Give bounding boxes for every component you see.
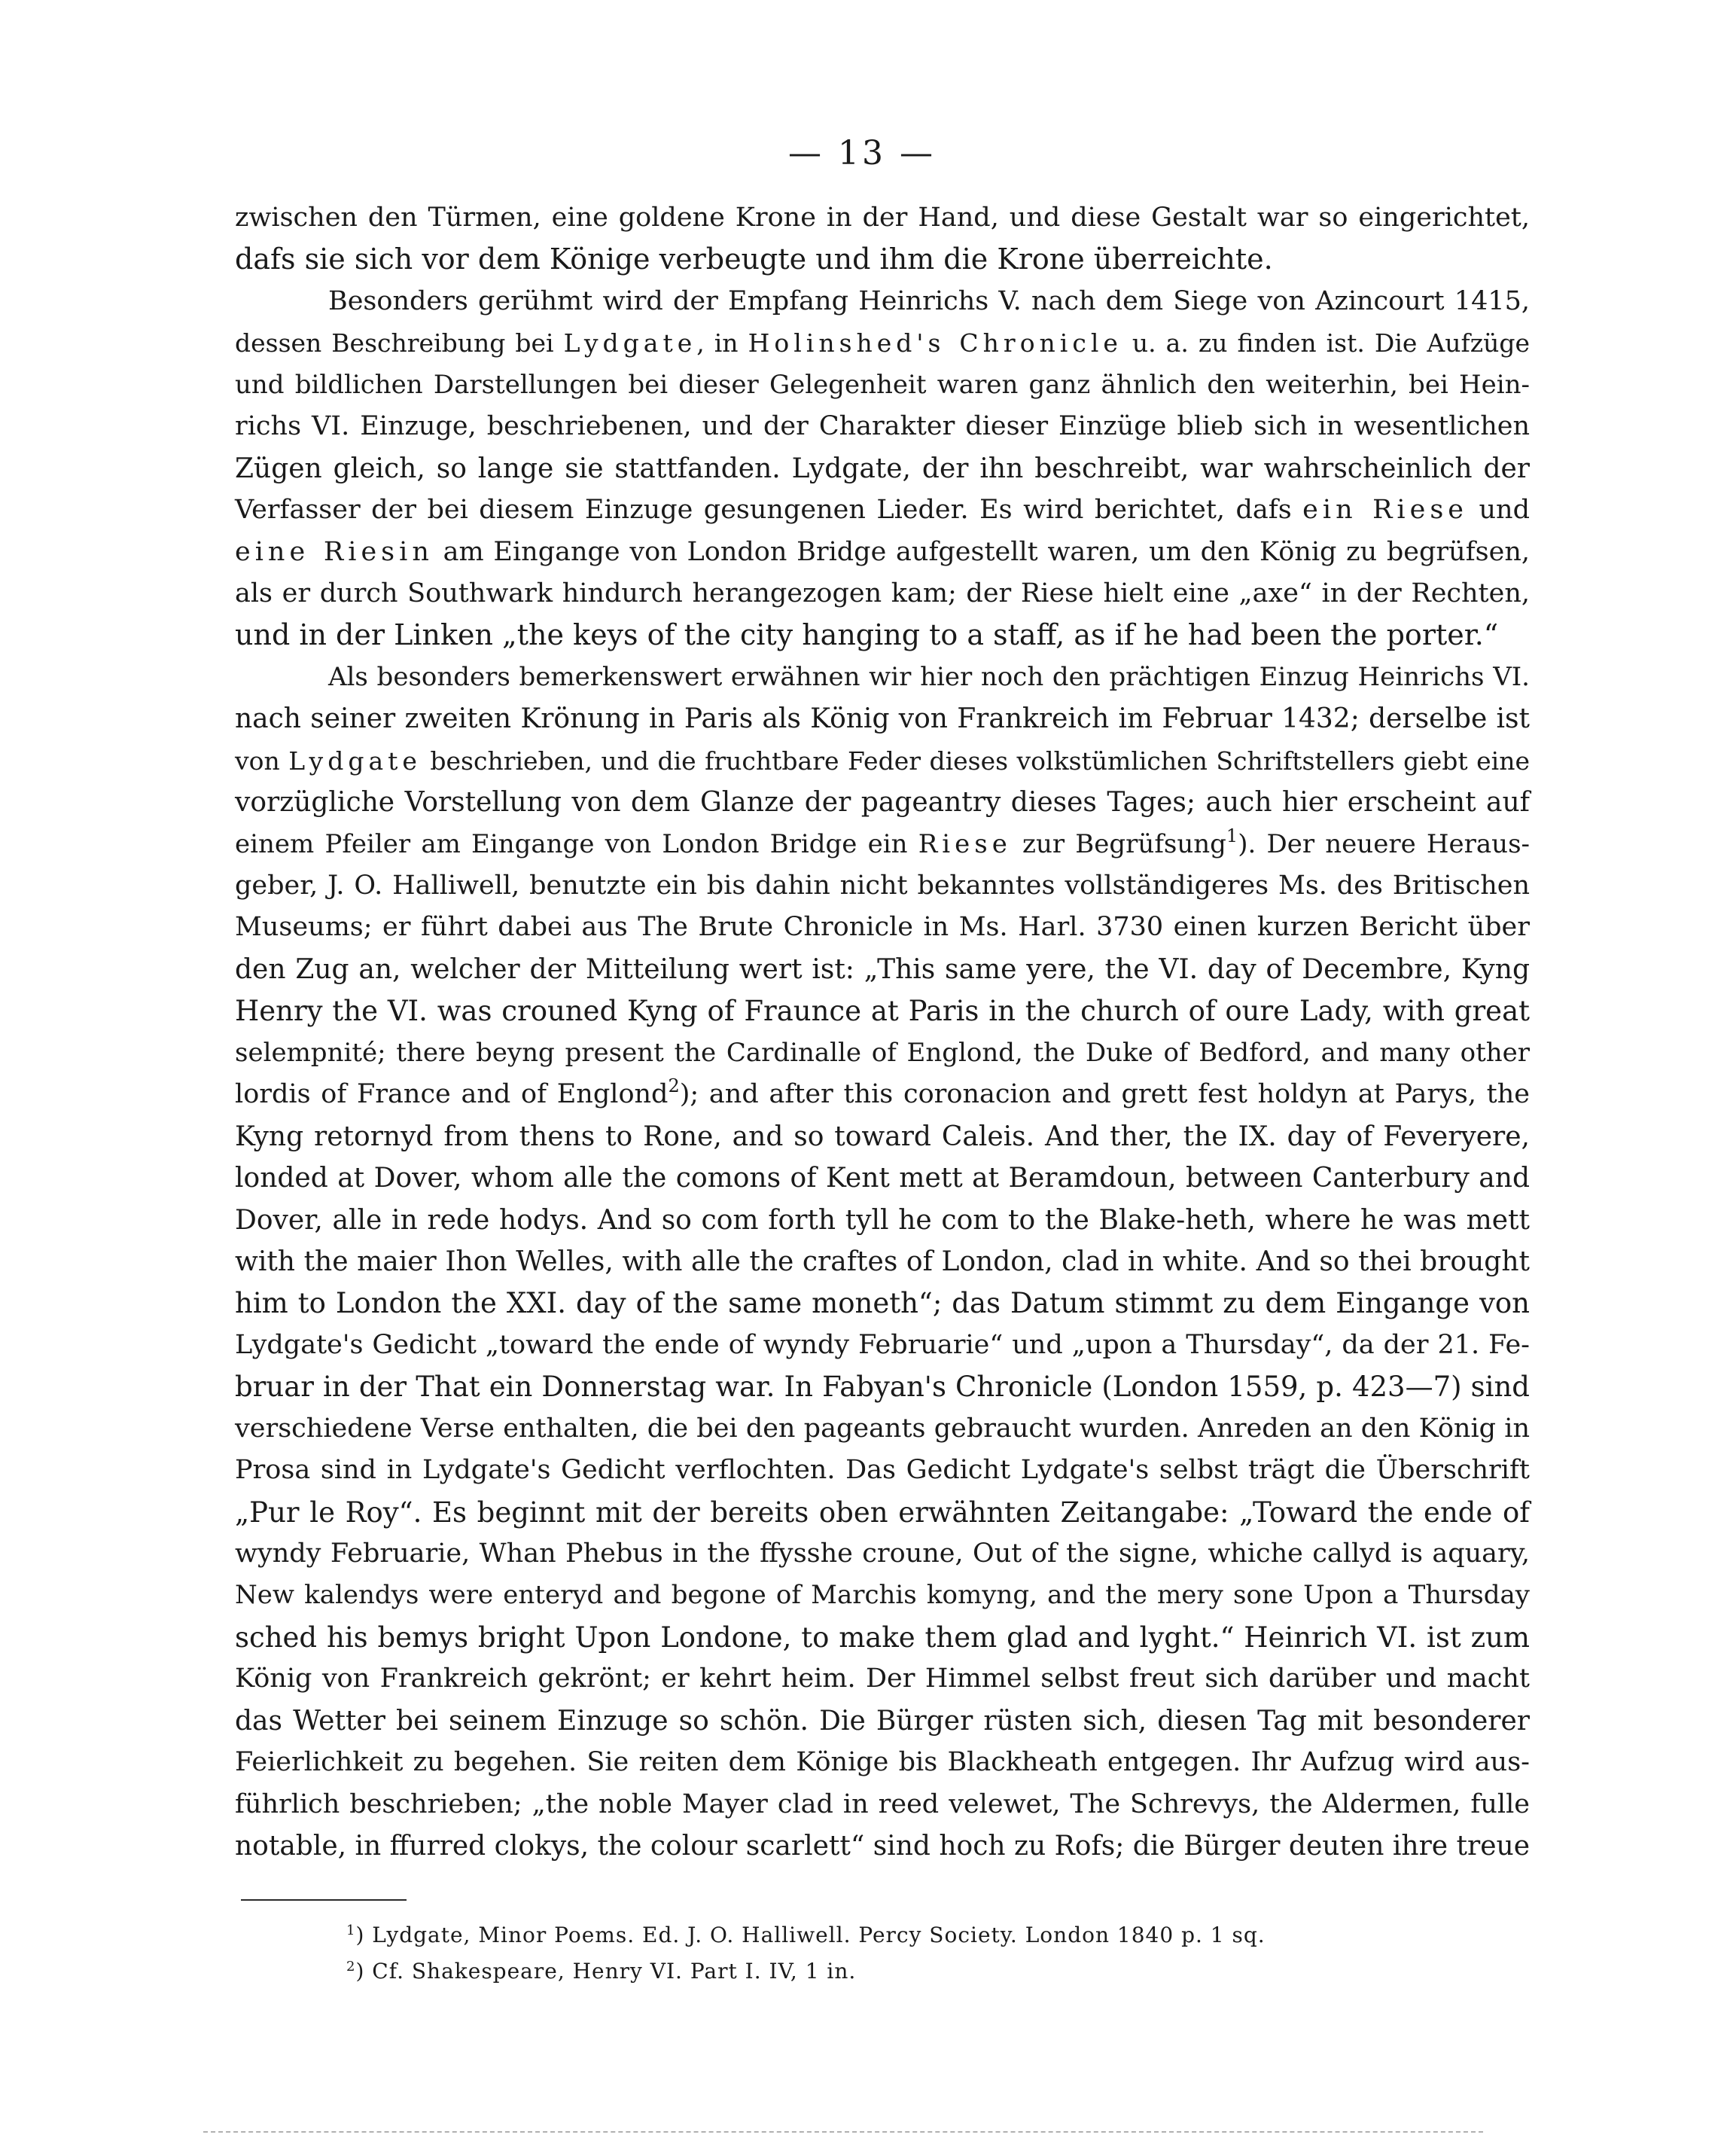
text-line: Verfasser der bei diesem Einzuge gesungenen Lieder. Es wird berichtet, dafs ein Riese und <box>235 495 1530 526</box>
text-line: bruar in der That ein Donnerstag war. In Fabyan's Chronicle (London 1559, p. 423—7) sind <box>235 1371 1530 1404</box>
text-line: Feierlichkeit zu begehen. Sie reiten dem Könige bis Blackheath entgegen. Ihr Aufzug wird aus- <box>235 1747 1530 1778</box>
paragraph-start: Als besonders bemerkenswert erwähnen wir hier noch den prächtigen Einzug Heinrichs VI. <box>328 661 1530 692</box>
page-number: — 13 — <box>788 134 936 172</box>
spaced-name: Lydgate <box>563 328 697 358</box>
text-line: sched his bemys bright Upon Londone, to make them glad and lyght.“ Heinrich VI. ist zum <box>235 1621 1530 1654</box>
text-line: führlich beschrieben; „the noble Mayer clad in reed velewet, The Schrevys, the Aldermen, fulle <box>235 1789 1530 1819</box>
page-bottom-edge <box>203 2131 1483 2133</box>
text-line: wyndy Februarie, Whan Phebus in the ffysshe croune, Out of the signe, whiche callyd is aquary, <box>235 1538 1530 1569</box>
text-line: Museums; er führt dabei aus The Brute Chronicle in Ms. Harl. 3730 einen kurzen Bericht über <box>235 912 1530 943</box>
text-line: und bildlichen Darstellungen bei dieser Gelegenheit waren ganz ähnlich den weiterhin, bei Hein- <box>235 369 1530 400</box>
text-line: notable, in ffurred clokys, the colour scarlett“ sind hoch zu Rofs; die Bürger deuten ihre treue <box>235 1831 1530 1862</box>
footnote: $^2$) Cf. Shakespeare, Henry VI. Part I. IV, 1 in. <box>346 1959 857 1984</box>
text-line: verschiedene Verse enthalten, die bei den pageants gebraucht wurden. Anreden an den König in <box>235 1413 1530 1444</box>
text-line: „Pur le Roy“. Es beginnt mit der bereits oben erwähnten Zeitangabe: „Toward the ende of <box>235 1496 1530 1529</box>
footnotes <box>346 1917 1438 1990</box>
text-line: with the maier Ihon Welles, with alle the craftes of London, clad in white. And so thei brought <box>235 1246 1530 1277</box>
spaced-name: Lydgate <box>288 746 422 776</box>
text-line: nach seiner zweiten Krönung in Paris als König von Frankreich im Februar 1432; derselbe ist <box>235 703 1530 735</box>
text-line: zwischen den Türmen, eine goldene Krone in der Hand, und diese Gestalt war so eingerichtet, <box>235 203 1530 233</box>
text-line: den Zug an, welcher der Mitteilung wert ist: „This same yere, the VI. day of Decembre, Kyng <box>235 953 1530 985</box>
text-line: him to London the XXI. day of the same moneth“; das Datum stimmt zu dem Eingange von <box>235 1287 1530 1320</box>
text-line: Dover, alle in rede hodys. And so com forth tyll he com to the Blake-heth, where he was mett <box>235 1204 1530 1236</box>
text-line: richs VI. Einzuge, beschriebenen, und der Charakter dieser Einzüge blieb sich in wesentlichen <box>235 411 1530 442</box>
text-line: Kyng retornyd from thens to Rone, and so toward Caleis. And ther, the IX. day of Feveryere, <box>235 1121 1530 1152</box>
text-line: von Lydgate beschrieben, und die fruchtbare Feder dieses volkstümlichen Schriftstellers giebt eine <box>235 746 1530 776</box>
text-line: selempnité; there beyng present the Cardinalle of Englond, the Duke of Bedford, and many other <box>235 1037 1530 1068</box>
spaced-name: Holinshed's Chronicle <box>748 328 1122 358</box>
spaced-name: ein Riese <box>1302 495 1469 526</box>
footnote: $^1$) Lydgate, Minor Poems. Ed. J. O. Halliwell. Percy Society. London 1840 p. 1 sq. <box>346 1923 1266 1947</box>
text-line: vorzügliche Vorstellung von dem Glanze der pageantry dieses Tages; auch hier erscheint auf <box>235 787 1530 819</box>
footnote-ref: 1 <box>1226 825 1238 846</box>
text-line: geber, J. O. Halliwell, benutzte ein bis dahin nicht bekanntes vollständigeres Ms. des Britischen <box>235 871 1530 901</box>
footnote-divider <box>241 1899 407 1901</box>
footnote-ref: 2 <box>668 1075 680 1097</box>
text-line: lordis of France and of Englond$^2$); and after this coronacion and grett fest holdyn at Parys, the <box>235 1075 1530 1110</box>
footnote-mark: 1 <box>346 1923 356 1938</box>
text-line: und in der Linken „the keys of the city hanging to a staff, as if he had been the porter.“ <box>235 618 1499 652</box>
spaced-name: Riese <box>918 828 1012 859</box>
text-line: Henry the VI. was crouned Kyng of Fraunce at Paris in the church of oure Lady, with great <box>235 995 1530 1028</box>
text-line: dessen Beschreibung bei Lydgate, in Holinshed's Chronicle u. a. zu finden ist. Die Aufzüge <box>235 328 1530 358</box>
footnote-mark: 2 <box>346 1959 356 1975</box>
text-line: Prosa sind in Lydgate's Gedicht verflochten. Das Gedicht Lydgate's selbst trägt die Überschrift <box>235 1455 1530 1486</box>
text-line: das Wetter bei seinem Einzuge so schön. Die Bürger rüsten sich, diesen Tag mit besonderer <box>235 1705 1530 1737</box>
text-line: König von Frankreich gekrönt; er kehrt heim. Der Himmel selbst freut sich darüber und macht <box>235 1664 1530 1694</box>
spaced-name: eine Riesin <box>235 536 434 567</box>
text-line: Zügen gleich, so lange sie stattfanden. Lydgate, der ihn beschreibt, war wahrscheinlich der <box>235 453 1530 484</box>
main-text <box>235 197 1530 1868</box>
text-line: Lydgate's Gedicht „toward the ende of wyndy Februarie“ und „upon a Thursday“, da der 21. Fe- <box>235 1329 1530 1360</box>
paragraph-start: Besonders gerühmt wird der Empfang Heinrichs V. nach dem Siege von Azincourt 1415, <box>328 285 1530 316</box>
text-line: dafs sie sich vor dem Könige verbeugte und ihm die Krone überreichte. <box>235 242 1273 276</box>
text-line: New kalendys were enteryd and begone of Marchis komyng, and the mery sone Upon a Thursday <box>235 1580 1530 1611</box>
text-line: londed at Dover, whom alle the comons of Kent mett at Beramdoun, between Canterbury and <box>235 1163 1530 1194</box>
text-line: einem Pfeiler am Eingange von London Bridge ein Riese zur Begrüfsung$^1$). Der neuere Heraus- <box>235 825 1531 859</box>
text-line: als er durch Southwark hindurch herangezogen kam; der Riese hielt eine „axe“ in der Rechten, <box>235 578 1530 608</box>
text-line: eine Riesin am Eingange von London Bridge aufgestellt waren, um den König zu begrüfsen, <box>235 536 1530 567</box>
